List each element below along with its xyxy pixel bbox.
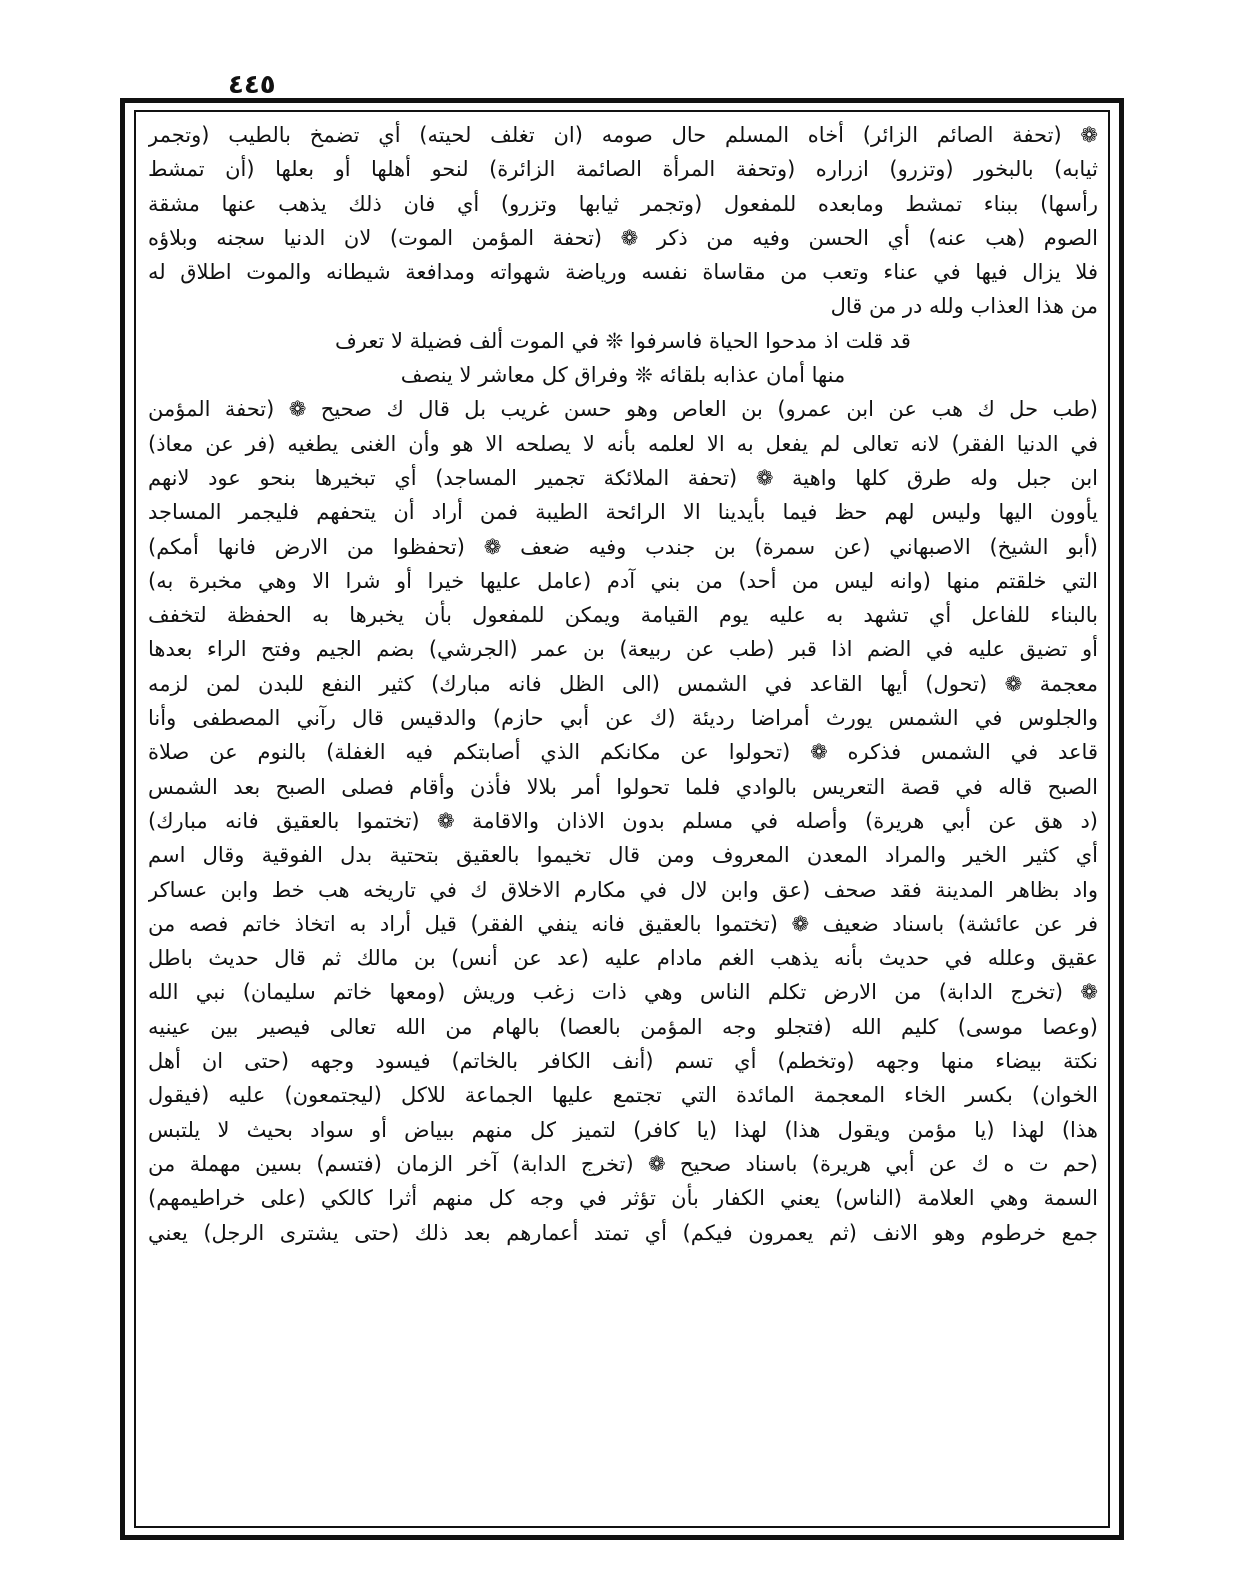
text-line: عقيق وعلله في حديث بأنه يذهب الغم مادام عليه (عد عن أنس) بن مالك ثم قال حديث باطل	[148, 946, 1098, 971]
text-line: (طب حل ك هب عن ابن عمرو) بن العاص وهو حسن غريب بل قال ك صحيح ❁ (تحفة المؤمن	[148, 397, 1098, 422]
text-line: هذا) لهذا (يا مؤمن ويقول هذا) لهذا (يا كافر) لتميز كل منهم ببياض أو سواد بحيث لا يلتبس	[148, 1117, 1098, 1142]
text-line: أو تضيق عليه في الضم اذا قبر (طب عن ربيعة) بن عمر (الجرشي) بضم الجيم وفتح الراء بعدها	[148, 637, 1098, 662]
text-line: التي خلقتم منها (وانه ليس من أحد) من بني آدم (عامل عليها خيرا أو شرا الا وهي مخبرة به)	[148, 568, 1098, 593]
text-line: (وعصا موسى) كليم الله (فتجلو وجه المؤمن بالعصا) بالهام من الله تعالى فيصير بين عينيه	[148, 1014, 1098, 1039]
text-line: (حم ت ه ك عن أبي هريرة) باسناد صحيح ❁ (تخرج الدابة) آخر الزمان (فتسم) بسين مهملة من	[148, 1151, 1098, 1176]
text-line: السمة وهي العلامة (الناس) يعني الكفار بأن تؤثر في وجه كل منهم أثرا كالكي (على خراطيمهم)	[148, 1186, 1098, 1211]
text-line: نكتة بيضاء منها وجهه (وتخطم) أي تسم (أنف الكافر بالخاتم) فيسود وجهه (حتى ان أهل	[148, 1049, 1098, 1074]
text-line: من هذا العذاب ولله در من قال	[830, 294, 1098, 319]
poem-verse: منها أمان عذابه بلقائه ❊ وفراق كل معاشر لا ينصف	[400, 363, 846, 388]
page-text-block	[148, 118, 1098, 1518]
text-line: جمع خرطوم وهو الانف (ثم يعمرون فيكم) أي تمتد أعمارهم بعد ذلك (حتى يشترى الرجل) يعني	[148, 1220, 1098, 1245]
text-line: (د هق عن أبي هريرة) وأصله في مسلم بدون الاذان والاقامة ❁ (تختموا بالعقيق فانه مبارك)	[148, 808, 1098, 833]
text-line: والجلوس في الشمس يورث أمراضا رديئة (ك عن أبي حازم) والدقيس قال رآني المصطفى وأنا	[148, 706, 1098, 731]
text-line: الخوان) بكسر الخاء المعجمة المائدة التي تجتمع عليها الجماعة للاكل (ليجتمعون) عليه (فيقول	[148, 1083, 1098, 1108]
text-line: يأوون اليها وليس لهم حظ فيما بأيدينا الا الرائحة الطيبة فمن أراد أن يتحفهم فليجمر المساجد	[148, 500, 1098, 525]
text-line: في الدنيا الفقر) لانه تعالى لم يفعل به الا لعلمه بأنه لا يصلحه الا هو وأن الغنى يطغيه (فر عن معاذ)	[148, 431, 1098, 456]
text-line: رأسها) ببناء تمشط ومابعده للمفعول (وتجمر ثيابها وتزرو) أي فان ذلك يذهب عنها مشقة	[148, 191, 1098, 216]
text-line: أي كثير الخير والمراد المعدن المعروف ومن قال تخيموا بالعقيق بتحتية بدل الفوقية وقال اسم	[148, 843, 1098, 868]
text-line: ثيابه) بالبخور (وتزرو) ازراره (وتحفة المرأة الصائمة الزائرة) لنحو أهلها أو بعلها (أن تمشط	[148, 157, 1098, 182]
text-line: الصبح قاله في قصة التعريس بالوادي فلما تحولوا أمر بلالا فأذن وأقام فصلى الصبح بعد الشمس	[148, 774, 1098, 799]
text-line: بالبناء للفاعل أي تشهد به عليه يوم القيامة ويمكن للمفعول بأن يخبرها به الحفظة لتخفف	[148, 603, 1098, 628]
text-line: واد بظاهر المدينة فقد صحف (عق وابن لال في مكارم الاخلاق ك في تاريخه هب خط وابن عساكر	[148, 877, 1098, 902]
text-line: فلا يزال فيها في عناء وتعب من مقاساة نفسه ورياضة شهواته ومدافعة شيطانه والموت اطلاق له	[148, 260, 1098, 285]
text-line: فر عن عائشة) باسناد ضعيف ❁ (تختموا بالعقيق فانه ينفي الفقر) قيل أراد به اتخاذ خاتم فصه من	[148, 911, 1098, 936]
text-line: معجمة ❁ (تحول) أيها القاعد في الشمس (الى الظل فانه مبارك) كثير النفع للبدن لمن لزمه	[148, 671, 1098, 696]
text-line: الصوم (هب عنه) أي الحسن وفيه من ذكر ❁ (تحفة المؤمن الموت) لان الدنيا سجنه وبلاؤه	[148, 225, 1098, 250]
page-number: ٤٤٥	[228, 70, 276, 100]
text-line: ❁ (تخرج الدابة) من الارض تكلم الناس وهي ذات زغب وريش (ومعها خاتم سليمان) نبي الله	[148, 980, 1098, 1005]
text-line: ❁ (تحفة الصائم الزائر) أخاه المسلم حال صومه (ان تغلف لحيته) أي تضمخ بالطيب (وتجمر	[148, 123, 1098, 147]
text-line: ابن جبل وله طرق كلها واهية ❁ (تحفة الملائكة تجمير المساجد) أي تبخيرها بنحو عود لانهم	[148, 465, 1098, 490]
text-line: قاعد في الشمس فذكره ❁ (تحولوا عن مكانكم الذي أصابتكم فيه الغفلة) بالنوم عن صلاة	[148, 740, 1098, 765]
poem-verse: قد قلت اذ مدحوا الحياة فاسرفوا ❊ في الموت ألف فضيلة لا تعرف	[335, 328, 911, 353]
text-line: (أبو الشيخ) الاصبهاني (عن سمرة) بن جندب وفيه ضعف ❁ (تحفظوا من الارض فانها أمكم)	[148, 534, 1098, 559]
